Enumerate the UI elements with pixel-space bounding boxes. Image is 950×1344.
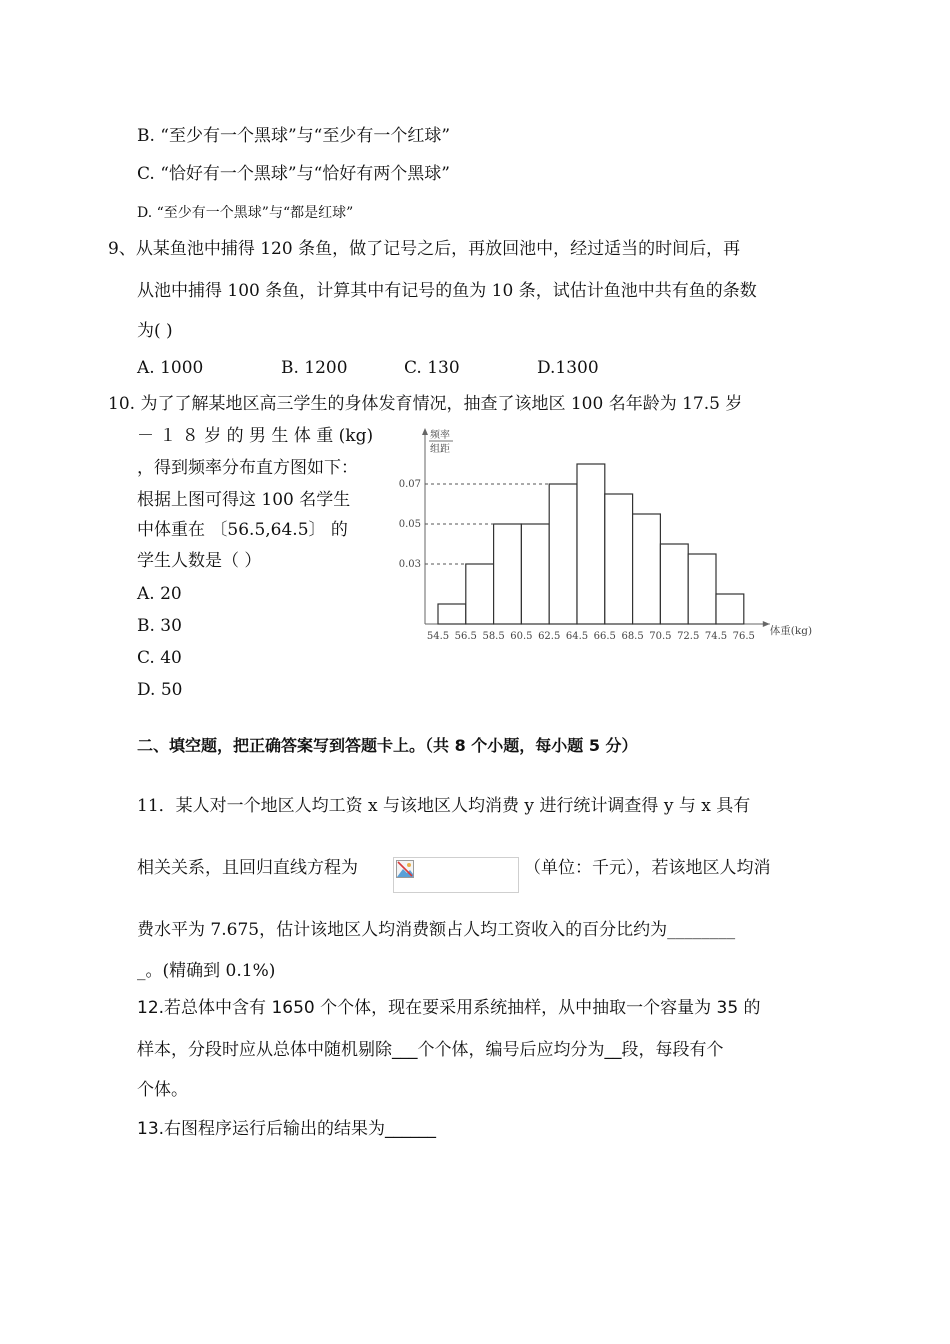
q10-line-2: － １ ８ 岁 的 男 生 体 重 (kg) <box>137 426 374 446</box>
q13-line-1: 13.右图程序运行后输出的结果为______ <box>137 1119 437 1139</box>
x-axis-label: 体重(kg) <box>769 625 813 637</box>
q10-line-1: 10. 为了了解某地区高三学生的身体发育情况，抽查了该地区 100 名年龄为 17.5 岁 <box>108 394 743 414</box>
q12-line-1: 12.若总体中含有 1650 个个体，现在要采用系统抽样，从中抽取一个容量为 35 的 <box>137 998 761 1018</box>
q10-option-c: C. 40 <box>137 648 182 668</box>
q11-line-2b: （单位：千元），若该地区人均消 <box>524 858 771 878</box>
histogram-bar <box>549 484 577 624</box>
x-tick-label: 68.5 <box>621 631 644 642</box>
broken-image-icon <box>396 860 414 878</box>
q9-option-a: A. 1000 <box>137 358 204 378</box>
regression-equation-image <box>393 857 519 893</box>
y-tick-label: 0.07 <box>398 479 421 490</box>
q10-line-3: ，得到频率分布直方图如下： <box>137 458 358 478</box>
q11-line-4: _。(精确到 0.1%) <box>137 961 276 981</box>
x-tick-label: 64.5 <box>565 631 589 642</box>
y-axis-label-top: 频率 <box>430 430 450 441</box>
histogram-bar <box>466 564 494 624</box>
histogram-bar <box>660 544 688 624</box>
q11-line-1: 11．某人对一个地区人均工资 x 与该地区人均消费 y 进行统计调查得 y 与 x 具有 <box>137 796 751 816</box>
q10-line-6: 学生人数是（ ） <box>137 551 262 571</box>
q8-option-c: C. “恰好有一个黑球”与“恰好有两个黑球” <box>137 164 450 184</box>
q12-line-3: 个体。 <box>137 1080 188 1100</box>
x-tick-label: 76.5 <box>732 631 755 642</box>
q10-option-a: A. 20 <box>137 584 182 604</box>
histogram-bar <box>577 464 605 624</box>
x-tick-label: 62.5 <box>538 631 561 642</box>
q9-line-2: 从池中捕得 100 条鱼，计算其中有记号的鱼为 10 条，试估计鱼池中共有鱼的条数 <box>137 281 757 301</box>
q10-option-b: B. 30 <box>137 616 182 636</box>
q9-line-1: 9、从某鱼池中捕得 120 条鱼，做了记号之后，再放回池中，经过适当的时间后，再 <box>108 239 741 259</box>
x-tick-label: 72.5 <box>677 631 700 642</box>
weight-histogram <box>388 424 838 656</box>
y-axis-arrow <box>422 428 428 435</box>
histogram-bar <box>633 514 661 624</box>
histogram-bar <box>605 494 633 624</box>
q9-option-d: D.1300 <box>537 358 599 378</box>
histogram-bar <box>521 524 549 624</box>
histogram-bar <box>688 554 716 624</box>
q9-option-b: B. 1200 <box>281 358 348 378</box>
x-tick-label: 60.5 <box>510 631 533 642</box>
q9-option-c: C. 130 <box>404 358 460 378</box>
histogram-bar <box>716 594 744 624</box>
x-axis-arrow <box>763 621 770 627</box>
histogram-bar <box>494 524 522 624</box>
q10-line-4: 根据上图可得这 100 名学生 <box>137 490 351 510</box>
x-tick-label: 70.5 <box>649 631 672 642</box>
q10-line-5: 中体重在 〔56.5,64.5〕 的 <box>137 520 348 540</box>
x-tick-label: 66.5 <box>593 631 616 642</box>
y-tick-label: 0.05 <box>398 519 421 530</box>
q8-option-b: B. “至少有一个黑球”与“至少有一个红球” <box>137 126 451 146</box>
x-tick-label: 56.5 <box>454 631 477 642</box>
y-axis-label-bottom: 组距 <box>430 444 450 455</box>
q10-option-d: D. 50 <box>137 680 183 700</box>
y-tick-label: 0.03 <box>398 559 421 570</box>
q11-line-2a: 相关关系，且回归直线方程为 <box>137 858 358 878</box>
section-2-heading: 二、填空题，把正确答案写到答题卡上。（共 8 个小题，每小题 5 分） <box>137 736 638 755</box>
q9-line-3: 为( ) <box>137 321 173 341</box>
q8-option-d: D. “至少有一个黑球”与“都是红球” <box>137 205 354 221</box>
q11-line-3: 费水平为 7.675，估计该地区人均消费额占人均工资收入的百分比约为________ <box>137 920 736 940</box>
x-tick-label: 54.5 <box>426 631 450 642</box>
histogram-bar <box>438 604 466 624</box>
x-tick-label: 58.5 <box>482 631 505 642</box>
x-tick-label: 74.5 <box>704 631 728 642</box>
q12-line-2: 样本，分段时应从总体中随机剔除___个个体，编号后应均分为__段，每段有个 <box>137 1040 724 1060</box>
